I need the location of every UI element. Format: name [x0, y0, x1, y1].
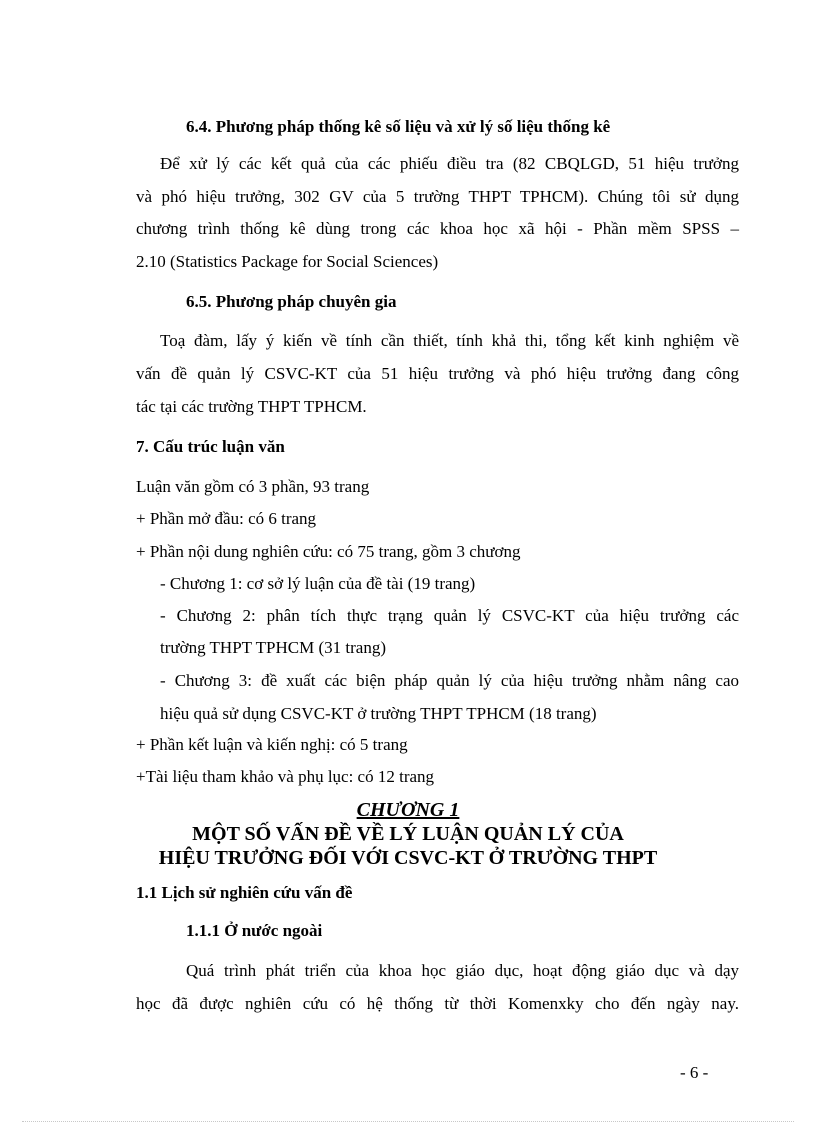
- section-6-5-line-2: vấn đề quản lý CSVC-KT của 51 hiệu trưởng và phó hiệu trưởng đang công: [136, 364, 739, 383]
- section-6-4-heading: 6.4. Phương pháp thống kê số liệu và xử lý số liệu thống kê: [186, 117, 611, 136]
- structure-line-3: + Phần nội dung nghiên cứu: có 75 trang, gồm 3 chương: [136, 542, 521, 561]
- page-number: - 6 -: [680, 1063, 709, 1082]
- structure-line-1: Luận văn gồm có 3 phần, 93 trang: [136, 477, 370, 496]
- section-6-4-line-3: chương trình thống kê dùng trong các khoa học xã hội - Phần mềm SPSS –: [136, 219, 739, 238]
- section-1-1-heading: 1.1 Lịch sử nghiên cứu vấn đề: [136, 883, 353, 902]
- structure-line-5: - Chương 2: phân tích thực trạng quản lý CSVC-KT của hiệu trưởng các: [160, 606, 739, 625]
- section-1-1-1-line-2: học đã được nghiên cứu có hệ thống từ thời Komenxky cho đến ngày nay.: [136, 994, 739, 1013]
- structure-line-9: + Phần kết luận và kiến nghị: có 5 trang: [136, 735, 408, 754]
- section-6-5-line-1: Toạ đàm, lấy ý kiến về tính cần thiết, tính khả thi, tổng kết kinh nghiệm về: [160, 331, 739, 350]
- structure-line-10: +Tài liệu tham khảo và phụ lục: có 12 trang: [136, 767, 435, 786]
- structure-line-8: hiệu quả sử dụng CSVC-KT ở trường THPT TPHCM (18 trang): [160, 704, 597, 723]
- structure-line-4: - Chương 1: cơ sở lý luận của đề tài (19 trang): [160, 574, 476, 593]
- page-bottom-divider: [22, 1121, 794, 1122]
- chapter-title-line-2: HIỆU TRƯỞNG ĐỐI VỚI CSVC-KT Ở TRƯỜNG THPT: [158, 847, 658, 869]
- section-6-4-line-2: và phó hiệu trưởng, 302 GV của 5 trường THPT TPHCM). Chúng tôi sử dụng: [136, 187, 739, 206]
- structure-line-2: + Phần mở đầu: có 6 trang: [136, 509, 317, 528]
- chapter-label: CHƯƠNG 1: [356, 799, 460, 821]
- section-6-5-heading: 6.5. Phương pháp chuyên gia: [186, 292, 397, 311]
- section-6-4-line-1: Để xử lý các kết quả của các phiếu điều tra (82 CBQLGD, 51 hiệu trưởng: [160, 154, 739, 173]
- chapter-title-line-1: MỘT SỐ VẤN ĐỀ VỀ LÝ LUẬN QUẢN LÝ CỦA: [192, 823, 624, 845]
- section-6-4-line-4: 2.10 (Statistics Package for Social Sciences): [136, 252, 439, 271]
- structure-line-6: trường THPT TPHCM (31 trang): [160, 638, 386, 657]
- section-6-5-line-3: tác tại các trường THPT TPHCM.: [136, 397, 367, 416]
- section-1-1-1-line-1: Quá trình phát triển của khoa học giáo dục, hoạt động giáo dục và dạy: [186, 961, 739, 980]
- structure-line-7: - Chương 3: đề xuất các biện pháp quản lý của hiệu trưởng nhằm nâng cao: [160, 671, 739, 690]
- section-1-1-1-heading: 1.1.1 Ở nước ngoài: [186, 921, 323, 940]
- section-7-heading: 7. Cấu trúc luận văn: [136, 437, 285, 456]
